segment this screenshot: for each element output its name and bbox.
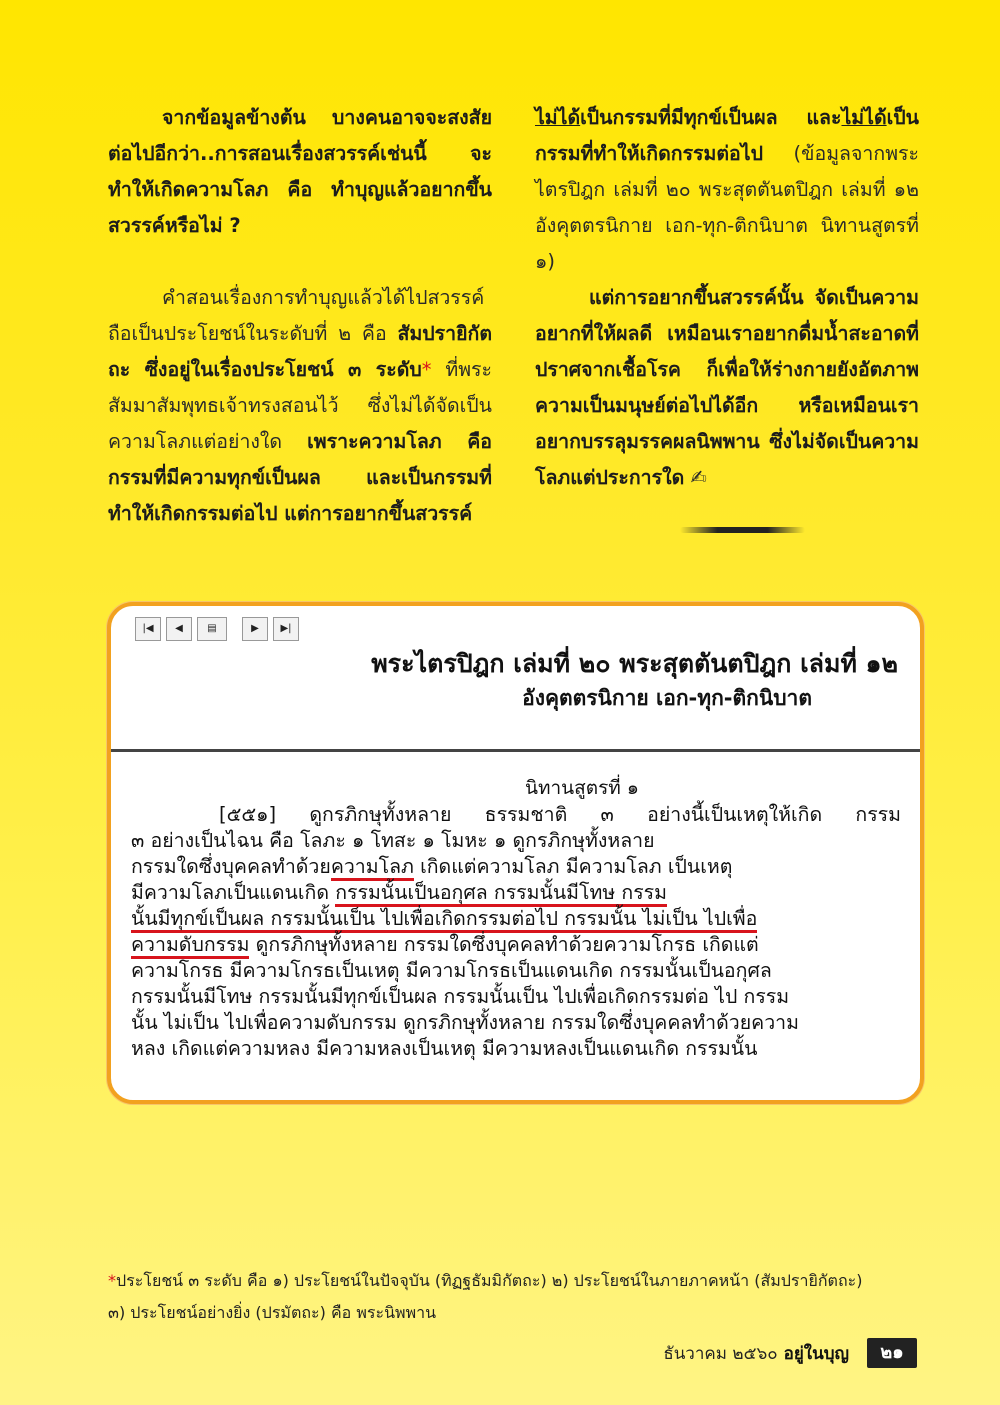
highlight-underline: นั้นมีทุกข์เป็นผล กรรมนั้นเป็น ไปเพื่อเกิดกรรมต่อไป กรรมนั้น ไม่เป็น ไปเพื่อ bbox=[131, 907, 757, 933]
scripture-line: นั้น ไม่เป็น ไปเพื่อความดับกรรม ดูกรภิกษุทั้งหลาย กรรมใดซึ่งบุคคลทำด้วยความ bbox=[131, 1011, 799, 1034]
left-column bbox=[108, 100, 492, 532]
page-number: ๒๑ bbox=[867, 1338, 917, 1368]
last-page-button[interactable]: ▶| bbox=[273, 617, 299, 641]
page-footer bbox=[663, 1338, 917, 1368]
scripture-line: [๕๕๑] ดูกรภิกษุทั้งหลาย ธรรมชาติ ๓ อย่างนี้เป็นเหตุให้เกิด กรรม bbox=[219, 803, 901, 826]
scripture-line: กรรมใดซึ่งบุคคลทำด้วยความโลภ เกิดแต่ความโลภ มีความโลภ เป็นเหตุ bbox=[131, 854, 901, 880]
left-paragraph-2: คำสอนเรื่องการทำบุญแล้วได้ไปสวรรค์ถือเป็นประโยชน์ในระดับที่ ๒ คือ สัมปรายิกัตถะ ซึ่งอยู่ในเรื่องประโยชน์ ๓ ระดับ* ที่พระสัมมาสัมพุทธเจ้าทรงสอนไว้ ซึ่งไม่ได้จัดเป็นความโลภแต่อย่างใด เพราะความโลภ คือ กรรมที่มีความทุกข์เป็นผล และเป็นกรรมที่ทำให้เกิดกรรมต่อไป แต่การอยากขึ้นสวรรค์ bbox=[108, 286, 492, 525]
tripitaka-screenshot bbox=[107, 602, 924, 1104]
scripture-line: ๓ อย่างเป็นไฉน คือ โลภะ ๑ โทสะ ๑ โมหะ ๑ ดูกรภิกษุทั้งหลาย bbox=[131, 829, 655, 852]
first-page-button[interactable]: |◀ bbox=[135, 617, 161, 641]
issue-date: ธันวาคม ๒๕๖๐ bbox=[663, 1343, 778, 1364]
page-icon-button[interactable]: ▤ bbox=[197, 617, 227, 641]
highlight-underline: ความโลภ bbox=[331, 855, 414, 881]
left-paragraph-1: จากข้อมูลข้างต้น บางคนอาจจะสงสัยต่อไปอีกว่า..การสอนเรื่องสวรรค์เช่นนี้ จะทำให้เกิดความโลภ คือ ทำบุญแล้วอยากขึ้นสวรรค์หรือไม่ ? bbox=[108, 106, 492, 237]
quill-end-icon: ✍ bbox=[690, 466, 707, 489]
header-rule bbox=[111, 749, 920, 752]
scripture-line bbox=[131, 906, 901, 932]
highlight-underline: ความดับกรรม bbox=[131, 933, 249, 959]
footnote-line-2: ๓) ประโยชน์อย่างยิ่ง (ปรมัตถะ) คือ พระนิพพาน bbox=[108, 1303, 437, 1322]
page-nav-toolbar bbox=[135, 617, 299, 641]
footnote-marker: * bbox=[421, 358, 432, 381]
scripture-subtitle: อังคุตตรนิกาย เอก-ทุก-ติกนิบาต bbox=[522, 686, 812, 710]
scripture-line: หลง เกิดแต่ความหลง มีความหลงเป็นเหตุ มีความหลงเป็นแดนเกิด กรรมนั้น bbox=[131, 1037, 758, 1060]
magazine-name: อยู่ในบุญ bbox=[783, 1343, 849, 1364]
sutta-title: นิทานสูตรที่ ๑ bbox=[525, 777, 639, 799]
scripture-header bbox=[111, 646, 898, 714]
right-paragraph-1: ไม่ได้เป็นกรรมที่มีทุกข์เป็นผล และไม่ได้เป็นกรรมที่ทำให้เกิดกรรมต่อไป (ข้อมูลจากพระไตรปิฎก เล่มที่ ๒๐ พระสุตตันตปิฎก เล่มที่ ๑๒ อังคุตตรนิกาย เอก-ทุก-ติกนิบาต นิทานสูตรที่ ๑) bbox=[535, 106, 919, 273]
footnote bbox=[108, 1265, 908, 1329]
highlight-underline: กรรมนั้นเป็นอกุศล กรรมนั้นมีโทษ กรรม bbox=[335, 881, 667, 907]
right-paragraph-2: แต่การอยากขึ้นสวรรค์นั้น จัดเป็นความอยากที่ให้ผลดี เหมือนเราอยากดื่มน้ำสะอาดที่ปราศจากเชื้อโรค ก็เพื่อให้ร่างกายยังอัตภาพความเป็นมนุษย์ต่อไปได้อีก หรือเหมือนเราอยากบรรลุมรรคผลนิพพาน ซึ่งไม่จัดเป็นความโลภแต่ประการใด ✍ bbox=[535, 286, 919, 489]
footnote-line-1: *ประโยชน์ ๓ ระดับ คือ ๑) ประโยชน์ในปัจจุบัน (ทิฏฐธัมมิกัตถะ) ๒) ประโยชน์ในภายภาคหน้า (สัมปรายิกัตถะ) bbox=[108, 1271, 863, 1290]
scripture-line: ความโกรธ มีความโกรธเป็นเหตุ มีความโกรธเป็นแดนเกิด กรรมนั้นเป็นอกุศล bbox=[131, 959, 772, 982]
scripture-line: กรรมนั้นมีโทษ กรรมนั้นมีทุกข์เป็นผล กรรมนั้นเป็น ไปเพื่อเกิดกรรมต่อ ไป กรรม bbox=[131, 985, 790, 1008]
footnote-star: * bbox=[108, 1271, 116, 1290]
prev-page-button[interactable]: ◀ bbox=[166, 617, 192, 641]
decorative-divider bbox=[680, 527, 805, 533]
scripture-line: มีความโลภเป็นแดนเกิด กรรมนั้นเป็นอกุศล กรรมนั้นมีโทษ กรรม bbox=[131, 880, 901, 906]
scripture-title: พระไตรปิฎก เล่มที่ ๒๐ พระสุตตันตปิฎก เล่มที่ ๑๒ bbox=[371, 649, 898, 678]
scripture-line: ความดับกรรม ดูกรภิกษุทั้งหลาย กรรมใดซึ่งบุคคลทำด้วยความโกรธ เกิดแต่ bbox=[131, 932, 901, 958]
right-column bbox=[535, 100, 919, 496]
next-page-button[interactable]: ▶ bbox=[242, 617, 268, 641]
